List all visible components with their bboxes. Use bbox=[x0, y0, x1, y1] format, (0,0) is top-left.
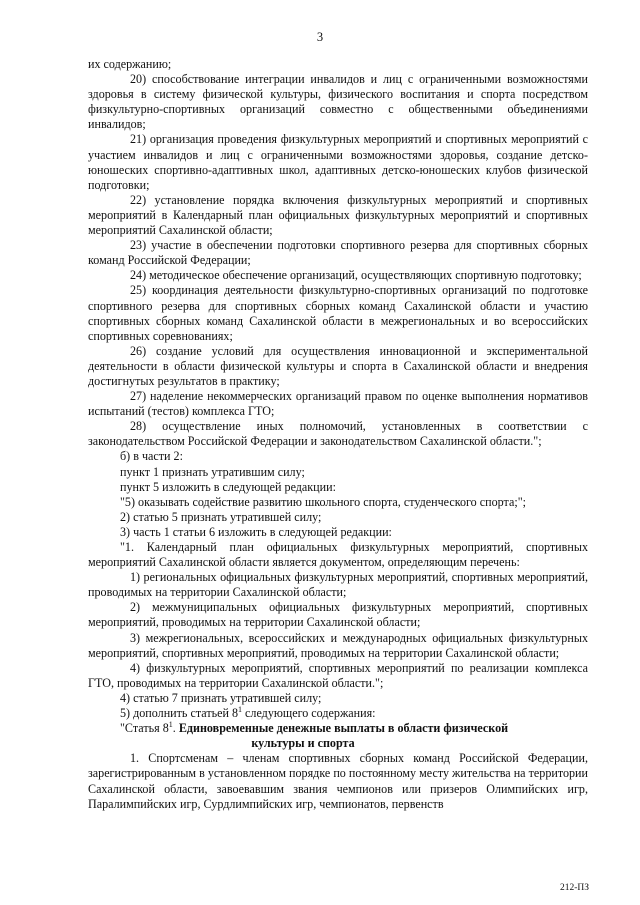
paragraph: 26) создание условий для осуществления инновационной и экспериментальной деятельности в области физической культуры и спорта в Сахалинской области и внедрения достигнутых результатов в практику; bbox=[88, 343, 588, 388]
paragraph: "5) оказывать содействие развитию школьного спорта, студенческого спорта;"; bbox=[120, 494, 526, 509]
page-number: 3 bbox=[316, 30, 324, 44]
paragraph: 23) участие в обеспечении подготовки спортивного резерва для спортивных сборных команд Российской Федерации; bbox=[88, 238, 588, 268]
paragraph-list bbox=[88, 57, 588, 706]
article-heading-prefix: "Статья 8 bbox=[120, 721, 169, 736]
paragraph: их содержанию; bbox=[88, 57, 172, 71]
paragraph: 3) часть 1 статьи 6 изложить в следующей редакции: bbox=[120, 524, 392, 539]
paragraph: 1) региональных официальных физкультурных мероприятий, спортивных мероприятий, проводимых на территории Сахалинской области; bbox=[88, 570, 588, 600]
paragraph: пункт 1 признать утратившим силу; bbox=[120, 464, 305, 479]
paragraph: 22) установление порядка включения физкультурных мероприятий и спортивных мероприятий в Календарный план официальных физкультурных мероприятий и спортивных мероприятий Сахалинской области; bbox=[88, 192, 588, 238]
article-heading bbox=[88, 721, 588, 751]
paragraph: 4) статью 7 признать утратившей силу; bbox=[120, 690, 322, 705]
paragraph: 24) методическое обеспечение организаций, осуществляющих спортивную подготовку; bbox=[130, 268, 582, 283]
paragraph: 2) межмуниципальных официальных физкультурных мероприятий, спортивных мероприятий, проводимых на территории Сахалинской области; bbox=[88, 600, 588, 630]
paragraph: 21) организация проведения физкультурных мероприятий и спортивных мероприятий с участием инвалидов и лиц с ограниченными возможностями здоровья, создание детско-юношеских спортивно-адаптивных школ, адаптивных детско-юношеских клубов физической подготовки; bbox=[88, 132, 588, 192]
paragraph: 27) наделение некоммерческих организаций правом по оценке выполнения нормативов испытаний (тестов) комплекса ГТО; bbox=[88, 389, 588, 419]
paragraph: 20) способствование интеграции инвалидов и лиц с ограниченными возможностями здоровья в систему физической культуры, физического воспитания и спорта посредством физкультурно-спортивных организаций совместно с общественными объединениями инвалидов; bbox=[88, 72, 588, 132]
paragraph: 28) осуществление иных полномочий, установленных в соответствии с законодательством Российской Федерации и законодательством Сахалинской области."; bbox=[88, 419, 588, 449]
paragraph: 3) межрегиональных, всероссийских и международных официальных физкультурных мероприятий, спортивных мероприятий, проводимых на территории Сахалинской области; bbox=[88, 630, 588, 660]
document-body bbox=[88, 57, 588, 812]
document-code: 212-ПЗ bbox=[560, 883, 590, 893]
add-article-text-suffix: следующего содержания: bbox=[242, 706, 376, 721]
add-article-text: 5) дополнить статьей 8 bbox=[120, 706, 239, 721]
paragraph-add-article bbox=[88, 706, 588, 721]
article-heading-dot: . bbox=[172, 721, 179, 736]
article-heading-title-cont: культуры и спорта bbox=[251, 736, 355, 751]
superscript: 1 bbox=[168, 720, 173, 730]
paragraph: 4) физкультурных мероприятий, спортивных мероприятий по реализации комплекса ГТО, проводимых на территории Сахалинской области."; bbox=[88, 660, 588, 690]
paragraph: 2) статью 5 признать утратившей силу; bbox=[120, 509, 322, 524]
superscript: 1 bbox=[238, 705, 243, 714]
paragraph-article-1: 1. Спортсменам – членам спортивных сборных команд Российской Федерации, зарегистрированным в установленном порядке по постоянному месту жительства на территории Сахалинской области, завоевавшим звания чемпионов или призеров Олимпийских игр, Паралимпийских игр, Сурдлимпийских игр, чемпионатов, первенств bbox=[88, 751, 588, 811]
paragraph: "1. Календарный план официальных физкультурных мероприятий, спортивных мероприятий Сахалинской области является документом, определяющим перечень: bbox=[88, 540, 588, 570]
paragraph: 25) координация деятельности физкультурно-спортивных организаций по подготовке спортивного резерва для спортивных сборных команд Сахалинской области и участию спортивных сборных команд Сахалинской области в межрегиональных и во всероссийских спортивных соревнованиях; bbox=[88, 283, 588, 343]
article-heading-title: Единовременные денежные выплаты в области физической bbox=[178, 721, 509, 736]
paragraph: пункт 5 изложить в следующей редакции: bbox=[120, 479, 336, 494]
paragraph: б) в части 2: bbox=[120, 449, 183, 464]
